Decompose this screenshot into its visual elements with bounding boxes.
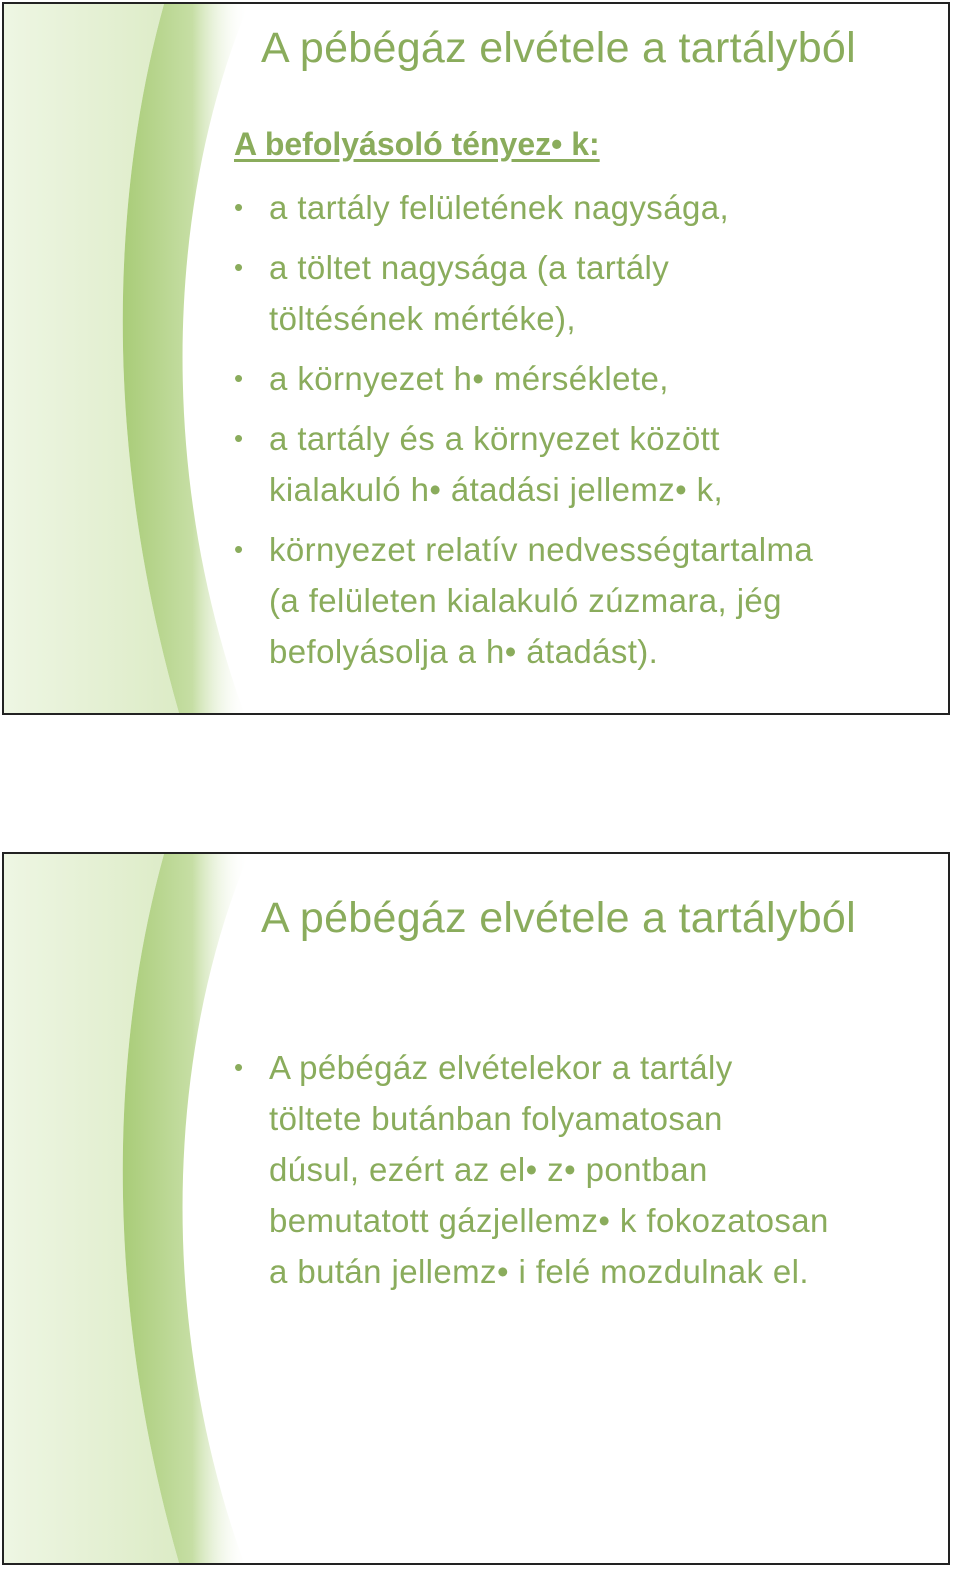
bullet-icon: •: [234, 423, 244, 453]
bullet-icon: •: [234, 1052, 244, 1082]
list-item: • a töltet nagysága (a tartály töltésének mértéke),: [234, 242, 934, 344]
list-item: • a tartály felületének nagysága,: [234, 182, 934, 233]
slide-2: [2, 852, 950, 1565]
bullet-icon: •: [234, 252, 244, 282]
list-item: • a tartály és a környezet között kialakuló h• átadási jellemz• k,: [234, 413, 934, 515]
factors-list: [234, 182, 934, 686]
bullet-icon: •: [234, 363, 244, 393]
factors-heading: A befolyásoló tényez• k:: [234, 126, 600, 162]
slide-title: A pébégáz elvétele a tartályból: [261, 894, 856, 942]
slide-1: [2, 2, 950, 715]
slide-title: A pébégáz elvétele a tartályból: [261, 24, 856, 72]
bullet-icon: •: [234, 192, 244, 222]
description-list: [234, 1042, 934, 1306]
list-item: • a környezet h• mérséklete,: [234, 353, 934, 404]
bullet-icon: •: [234, 534, 244, 564]
list-item: • A pébégáz elvételekor a tartály töltete butánban folyamatosan dúsul, ezért az el• z• pontban bemutatott gázjellemz• k fokozatosan a bután jellemz• i felé mozdulnak el.: [234, 1042, 934, 1297]
list-item: • környezet relatív nedvességtartalma (a felületen kialakuló zúzmara, jég befolyásolja a h• átadást).: [234, 524, 934, 677]
